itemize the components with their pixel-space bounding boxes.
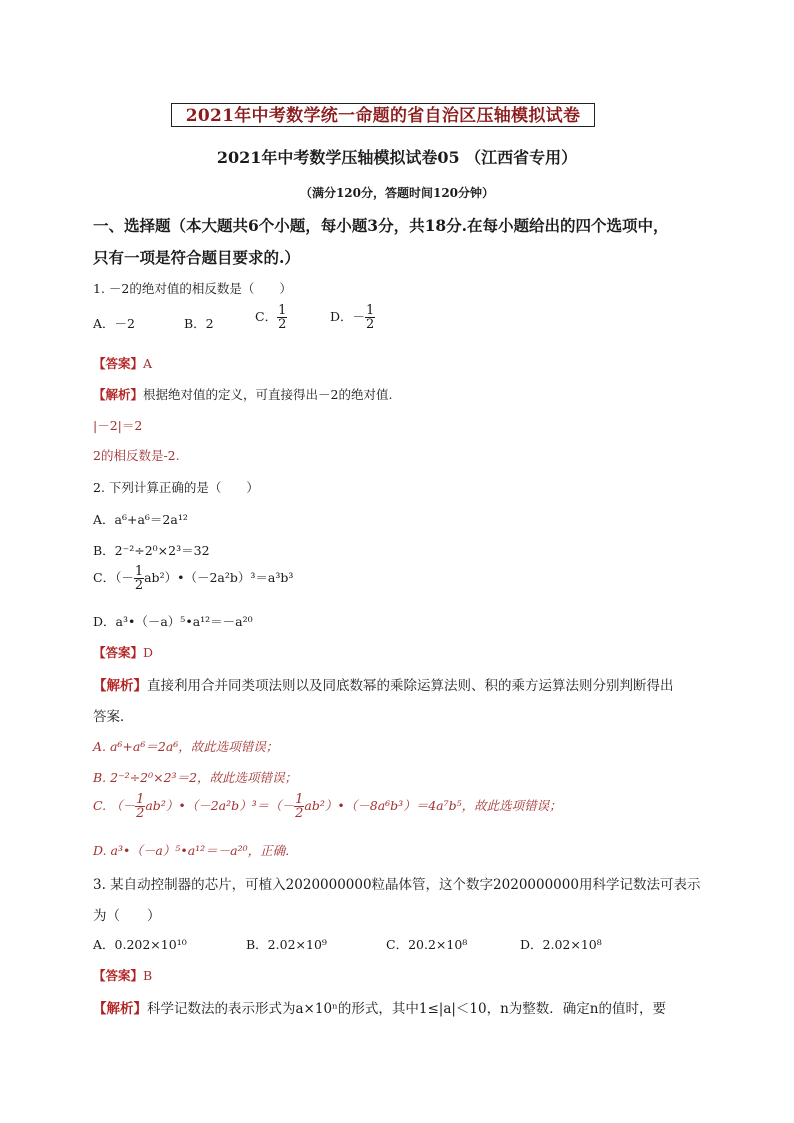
q3-option-b: B．2.02×10⁹ — [246, 937, 327, 952]
q2-sol-c-fraction-1 — [135, 793, 145, 820]
q2-answer — [93, 643, 153, 661]
q1-option-c-label: C． — [255, 309, 278, 324]
q2-option-c — [93, 565, 293, 592]
series-title-box: 2021年中考数学统一命题的省自治区压轴模拟试卷 — [171, 103, 595, 127]
q1-analysis — [93, 385, 392, 403]
q1-option-c — [255, 304, 287, 331]
q3-option-c: C．20.2×10⁸ — [386, 937, 468, 952]
q2-sol-c-denominator-2: 2 — [295, 806, 304, 821]
q3-answer — [93, 966, 152, 984]
document-title: 2021年中考数学压轴模拟试卷05 （江西省专用） — [216, 148, 578, 167]
exam-subtitle: （满分120分，答题时间120分钟） — [299, 186, 495, 200]
q2-solution-a: A. a⁶+a⁶＝2a⁶，故此选项错误； — [93, 739, 279, 754]
answer-tag: 【答案】 — [93, 968, 144, 983]
q2-analysis-line1 — [93, 674, 674, 694]
q3-option-a: A．0.202×10¹⁰ — [93, 937, 187, 952]
analysis-tag: 【解析】 — [93, 387, 144, 402]
q1-option-b: B．2 — [184, 316, 214, 331]
q1-option-d-label: D．－ — [330, 309, 366, 324]
q2-answer-value: D — [143, 645, 154, 660]
analysis-tag: 【解析】 — [93, 1001, 147, 1017]
q2-sol-c-denominator-1: 2 — [136, 806, 145, 821]
answer-tag: 【答案】 — [93, 645, 144, 660]
q1-step1: |－2|＝2 — [93, 418, 143, 433]
q1-answer — [93, 354, 152, 372]
q2-analysis-text: 直接利用合并同类项法则以及同底数幂的乘除运算法则、积的乘方运算法则分别判断得出 — [147, 678, 674, 694]
q2-stem: 2. 下列计算正确的是（ ） — [93, 480, 259, 495]
q2-option-c-prefix: C．（－ — [93, 570, 134, 585]
answer-tag: 【答案】 — [93, 356, 144, 371]
section-heading-line2: 只有一项是符合题目要求的.） — [93, 248, 300, 267]
q1-c-denominator: 2 — [278, 317, 287, 332]
q2-solution-d: D. a³•（－a）⁵•a¹²＝－a²⁰，正确． — [93, 843, 298, 858]
q2-option-d: D．a³•（－a）⁵•a¹²＝－a²⁰ — [93, 614, 253, 629]
q1-step2: 2的相反数是-2. — [93, 448, 180, 463]
q1-option-a: A．－2 — [93, 316, 135, 331]
q2-c-numerator: 1 — [134, 564, 144, 579]
q2-option-b: B．2⁻²÷2⁰×2³＝32 — [93, 543, 210, 558]
q2-sol-c-fraction-2 — [294, 793, 304, 820]
q3-analysis — [93, 997, 666, 1017]
q2-analysis-line2: 答案． — [93, 709, 134, 725]
q1-stem: 1. －2的绝对值的相反数是（ ） — [93, 281, 292, 296]
q3-analysis-text: 科学记数法的表示形式为a×10ⁿ的形式，其中1≤|a|＜10，n为整数．确定n的值时，要 — [147, 1001, 666, 1017]
q2-sol-c-suffix: ab²）•（－8a⁶b³）＝4a⁷b⁵，故此选项错误； — [304, 798, 562, 813]
q1-option-d — [330, 304, 375, 331]
q1-option-d-fraction — [365, 304, 375, 331]
q2-sol-c-numerator-1: 1 — [136, 792, 145, 807]
q2-sol-c-mid: ab²）•（－2a²b）³＝（－ — [145, 798, 295, 813]
q2-solution-b: B. 2⁻²÷2⁰×2³＝2，故此选项错误； — [93, 770, 298, 785]
q2-sol-c-numerator-2: 1 — [295, 792, 304, 807]
q2-sol-c-prefix: C. （－ — [93, 798, 136, 813]
q2-c-denominator: 2 — [134, 578, 144, 593]
analysis-tag: 【解析】 — [93, 678, 147, 694]
q3-stem-line1: 3. 某自动控制器的芯片，可植入2020000000粒晶体管，这个数字2020000000用科学记数法可表示 — [93, 877, 701, 893]
q3-stem-line2: 为（ ） — [93, 908, 161, 924]
q3-answer-value: B — [143, 968, 153, 983]
q3-option-d: D．2.02×10⁸ — [520, 937, 602, 952]
q2-option-c-fraction — [134, 565, 144, 592]
q2-option-a: A．a⁶+a⁶＝2a¹² — [93, 512, 188, 527]
section-heading-line1: 一、选择题（本大题共6个小题，每小题3分，共18分.在每小题给出的四个选项中， — [93, 216, 669, 235]
q1-answer-value: A — [143, 356, 153, 371]
q1-d-numerator: 1 — [366, 303, 375, 318]
q2-option-c-suffix: ab²）•（－2a²b）³＝a³b³ — [144, 570, 294, 585]
q1-option-c-fraction — [277, 304, 287, 331]
q1-d-denominator: 2 — [366, 317, 375, 332]
q1-analysis-text: 根据绝对值的定义，可直接得出－2的绝对值. — [143, 387, 393, 402]
q1-c-numerator: 1 — [278, 303, 287, 318]
q2-solution-c — [93, 793, 562, 820]
